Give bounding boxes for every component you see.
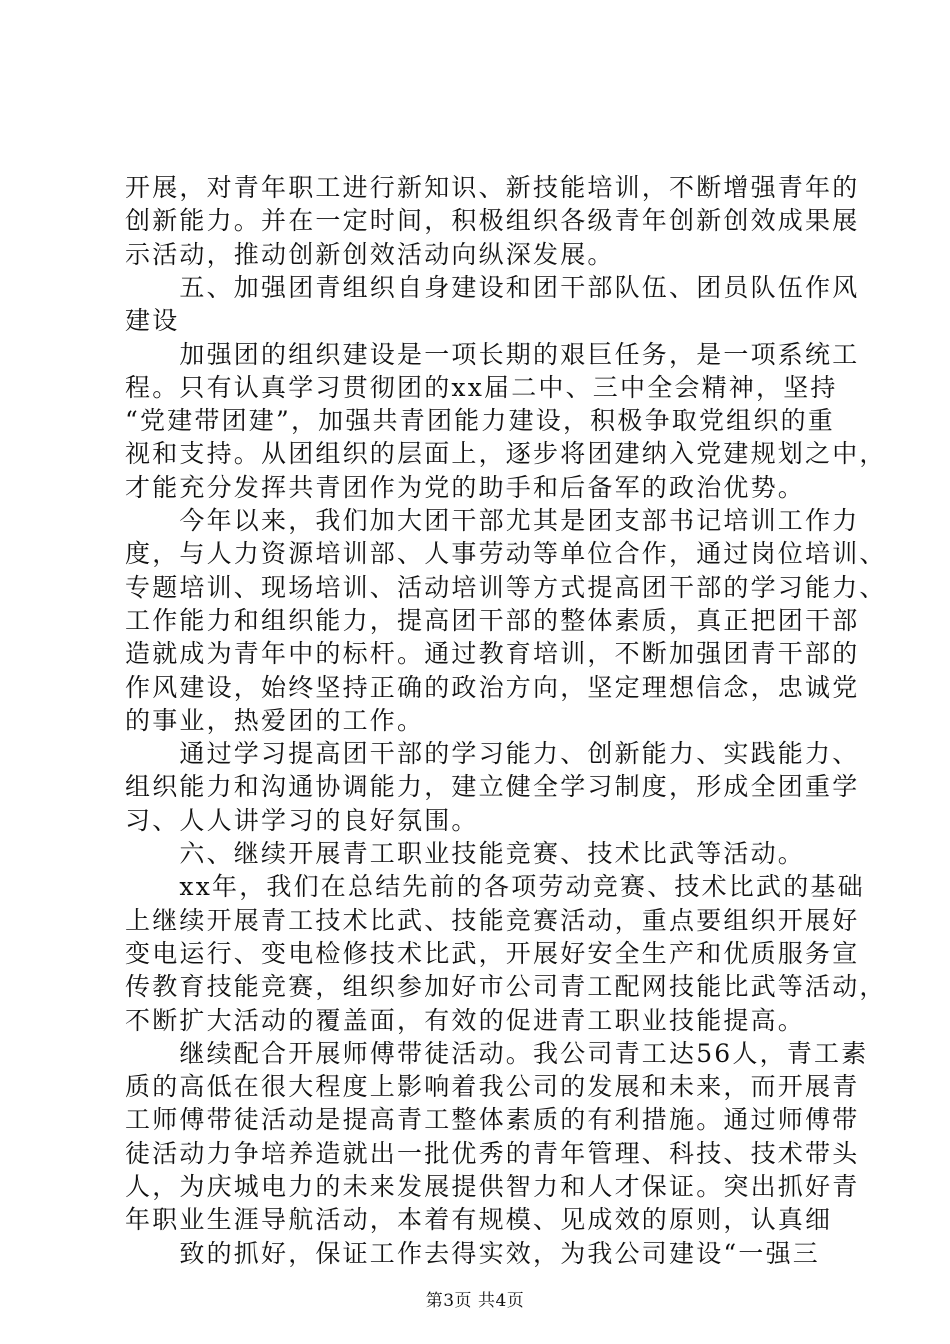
body-text-line: 的事业，热爱团的工作。	[125, 705, 425, 735]
body-text-line: 上继续开展青工技术比武、技能竞赛活动，重点要组织开展好	[125, 905, 860, 935]
body-text-line: 致的抓好，保证工作去得实效，为我公司建设“一强三	[125, 1238, 820, 1268]
body-text-line: 加强团的组织建设是一项长期的艰巨任务，是一项系统工	[125, 339, 860, 369]
section-heading-line: 建设	[125, 306, 180, 336]
body-text-line: 年职业生涯导航活动，本着有规模、见成效的原则，认真细	[125, 1205, 833, 1235]
body-text-line: 造就成为青年中的标杆。通过教育培训，不断加强团青干部的	[125, 639, 860, 669]
body-text-line: 人，为庆城电力的未来发展提供智力和人才保证。突出抓好青	[125, 1172, 860, 1201]
body-text-line: xx年，我们在总结先前的各项劳动竞赛、技术比武的基础	[125, 872, 865, 902]
body-text-line: 视和支持。从团组织的层面上，逐步将团建纳入党建规划之中，	[125, 439, 887, 469]
section-heading-line: 六、继续开展青工职业技能竞赛、技术比武等活动。	[125, 839, 806, 868]
body-text-line: 度，与人力资源培训部、人事劳动等单位合作，通过岗位培训、	[125, 539, 887, 569]
body-text-line: 创新能力。并在一定时间，积极组织各级青年创新创效成果展	[125, 206, 860, 236]
body-text-line: 徒活动力争培养造就出一批优秀的青年管理、科技、技术带头	[125, 1138, 860, 1168]
body-text-line: 通过学习提高团干部的学习能力、创新能力、实践能力、	[125, 739, 860, 769]
body-text-line: 组织能力和沟通协调能力，建立健全学习制度，形成全团重学	[125, 772, 860, 802]
body-text-line: 工作能力和组织能力，提高团干部的整体素质，真正把团干部	[125, 605, 860, 635]
body-text-line: 示活动，推动创新创效活动向纵深发展。	[125, 239, 615, 269]
body-text-line: 专题培训、现场培训、活动培训等方式提高团干部的学习能力、	[125, 572, 887, 602]
body-text-line: 作风建设，始终坚持正确的政治方向，坚定理想信念，忠诚党	[125, 672, 860, 702]
body-text-line: 质的高低在很大程度上影响着我公司的发展和未来，而开展青	[125, 1072, 860, 1102]
page-footer	[0, 1290, 950, 1312]
body-text-line: 不断扩大活动的覆盖面，有效的促进青工职业技能提高。	[125, 1005, 806, 1035]
body-text-line: 今年以来，我们加大团干部尤其是团支部书记培训工作力	[125, 506, 860, 535]
body-text-line: 开展，对青年职工进行新知识、新技能培训，不断增强青年的	[125, 173, 860, 202]
body-text-line: 变电运行、变电检修技术比武，开展好安全生产和优质服务宣	[125, 938, 860, 968]
body-text-line: “党建带团建”，加强共青团能力建设，积极争取党组织的重	[125, 406, 835, 436]
section-heading-line: 五、加强团青组织自身建设和团干部队伍、团员队伍作风	[125, 272, 860, 302]
body-text-line: 才能充分发挥共青团作为党的助手和后备军的政治优势。	[125, 472, 806, 502]
body-text-line: 传教育技能竞赛，组织参加好市公司青工配网技能比武等活动，	[125, 972, 887, 1002]
body-text-line: 工师傅带徒活动是提高青工整体素质的有利措施。通过师傅带	[125, 1105, 860, 1135]
body-text-line: 习、人人讲学习的良好氛围。	[125, 805, 479, 835]
body-text-line: 继续配合开展师傅带徒活动。我公司青工达56人，青工素	[125, 1038, 869, 1068]
page-number-label: 第3页 共4页	[425, 1291, 525, 1311]
body-text-line: 程。只有认真学习贯彻团的xx届二中、三中全会精神，坚持	[125, 372, 838, 402]
